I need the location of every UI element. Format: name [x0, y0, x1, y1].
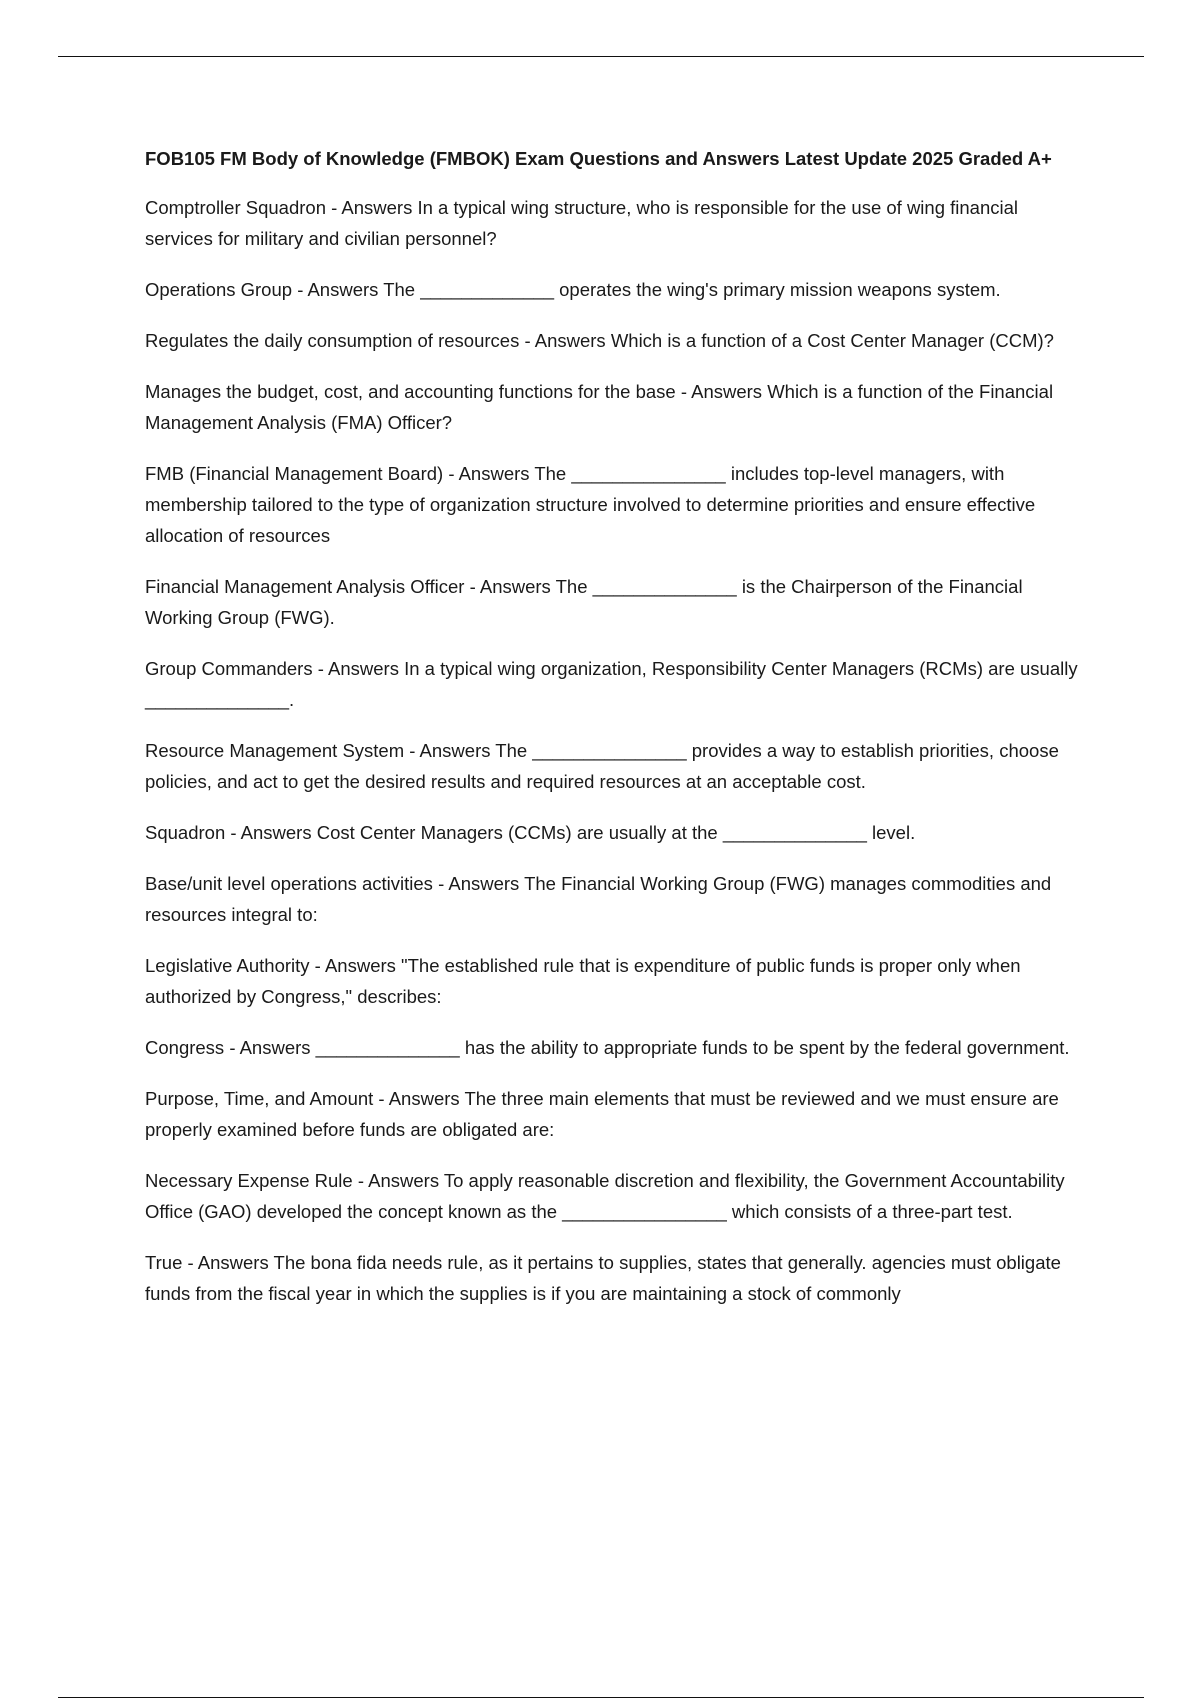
qa-item: Operations Group - Answers The _____________ operates the wing's primary mission weapons system.	[145, 279, 1001, 300]
qa-item: True - Answers The bona fida needs rule, as it pertains to supplies, states that generally. agencies must obligate funds from the fiscal year in which the supplies is if you are maintaining a stock of commonly	[145, 1252, 1061, 1304]
qa-item: Legislative Authority - Answers "The established rule that is expenditure of public funds is proper only when authorized by Congress," describes:	[145, 955, 1021, 1007]
document-title: FOB105 FM Body of Knowledge (FMBOK) Exam Questions and Answers Latest Update 2025 Graded A+	[145, 148, 1052, 169]
bottom-rule	[58, 1697, 1144, 1698]
qa-item: Comptroller Squadron - Answers In a typical wing structure, who is responsible for the use of wing financial services for military and civilian personnel?	[145, 197, 1019, 249]
qa-item: Congress - Answers ______________ has the ability to appropriate funds to be spent by the federal government.	[145, 1037, 1070, 1058]
qa-item: Financial Management Analysis Officer - Answers The ______________ is the Chairperson of the Financial Working Group (FWG).	[145, 576, 1023, 628]
qa-item: Purpose, Time, and Amount - Answers The three main elements that must be reviewed and we must ensure are properly examined before funds are obligated are:	[145, 1088, 1059, 1140]
qa-list	[145, 192, 1090, 1309]
top-rule	[58, 56, 1144, 57]
qa-item: FMB (Financial Management Board) - Answers The _______________ includes top-level managers, with membership tailored to the type of organization structure involved to determine priorities and ensure effective allocation of resources	[145, 463, 1036, 546]
qa-item: Regulates the daily consumption of resources - Answers Which is a function of a Cost Center Manager (CCM)?	[145, 330, 1054, 351]
qa-item: Squadron - Answers Cost Center Managers (CCMs) are usually at the ______________ level.	[145, 822, 916, 843]
qa-item: Resource Management System - Answers The _______________ provides a way to establish priorities, choose policies, and act to get the desired results and required resources at an acceptable cost.	[145, 740, 1059, 792]
qa-item: Necessary Expense Rule - Answers To apply reasonable discretion and flexibility, the Government Accountability Office (GAO) developed the concept known as the ________________ which consists of a three-part test.	[145, 1170, 1065, 1222]
document-body	[145, 144, 1090, 1329]
qa-item: Manages the budget, cost, and accounting functions for the base - Answers Which is a function of the Financial Management Analysis (FMA) Officer?	[145, 381, 1054, 433]
qa-item: Base/unit level operations activities - Answers The Financial Working Group (FWG) manages commodities and resources integral to:	[145, 873, 1052, 925]
qa-item: Group Commanders - Answers In a typical wing organization, Responsibility Center Managers (RCMs) are usually ______________.	[145, 658, 1078, 710]
